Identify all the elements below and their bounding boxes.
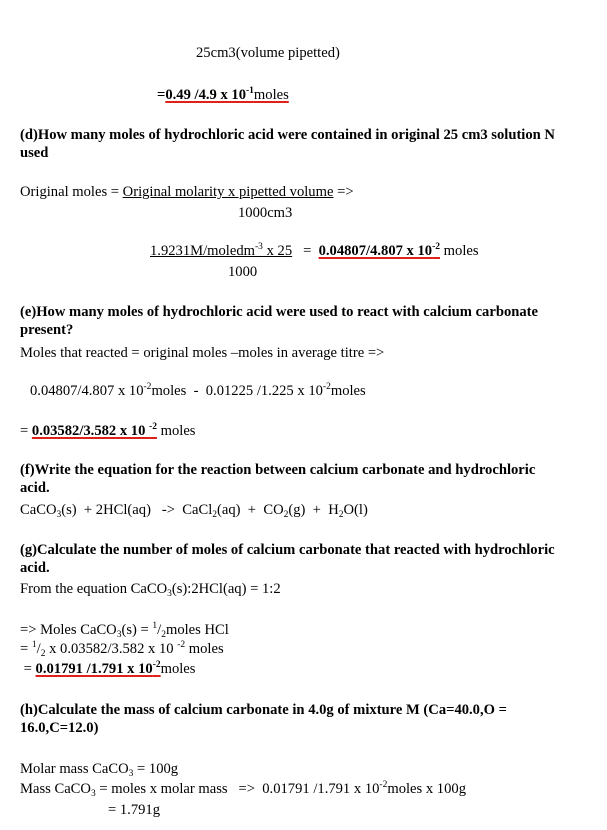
- e-calc: 0.04807/4.807 x $10^{-2}moles - 0.01225$ /1.225 x $10^{-2}moles$: [30, 382, 366, 399]
- e-moles-line: Moles that reacted = original moles –moles in average titre =>: [20, 345, 385, 361]
- volume-line: 25cm3(volume pipetted): [196, 45, 340, 61]
- d-calc: 1.9231M/moledm$^{-3}$ x 25 = 0.04807/4.807 x $10^{-2}$ moles: [150, 242, 479, 259]
- h-final: = 1.791g: [108, 802, 161, 818]
- g-line1: => Moles CaCO$_3$(s) = $^1/_2moles$ HCl: [20, 621, 229, 640]
- question-d: (d)How many moles of hydrochloric acid were contained in original 25 cm3 solution N used: [20, 127, 555, 161]
- d-formula-denominator: 1000cm3: [238, 205, 293, 221]
- d-formula: Original moles = Original molarity x pipetted volume =>: [20, 184, 354, 200]
- question-f: (f)Write the equation for the reaction between calcium carbonate and hydrochloric acid.: [20, 462, 536, 496]
- h-mass: Mass CaCO$_3$ = moles x molar mass => 0.01791 /1.791 x $10^{-2}moles$ x 100g: [20, 780, 466, 799]
- c-result: =0.49 /4.9 x $10^{-1}moles$: [157, 86, 289, 103]
- g-ratio: From the equation CaCO$_3$(s):2HCl(aq) = 1:2: [20, 581, 281, 599]
- f-equation: CaCO$_3$(s) + 2HCl(aq) -> CaCl$_2$(aq) + $CO_2(g) + H_2O(l)$: [20, 502, 368, 520]
- h-molar-mass: Molar mass CaCO$_3$ = 100g: [20, 761, 179, 779]
- e-answer: = 0.03582/3.582 x 10 $^{-2}$ moles: [20, 422, 196, 439]
- question-h: (h)Calculate the mass of calcium carbonate in 4.0g of mixture M (Ca=40.0,O = 16.0,C=12.0): [20, 702, 507, 736]
- g-line2: = $^1/_2$ x 0.03582/3.582 x 10 $^{-2}$ moles: [20, 640, 224, 659]
- question-e: (e)How many moles of hydrochloric acid were used to react with calcium carbonate present?: [20, 304, 538, 338]
- g-line3: = 0.01791 /1.791 x $10^{-2}moles$: [20, 660, 196, 677]
- question-g: (g)Calculate the number of moles of calcium carbonate that reacted with hydrochloric acid.: [20, 542, 555, 576]
- d-calc-denominator: 1000: [228, 264, 258, 280]
